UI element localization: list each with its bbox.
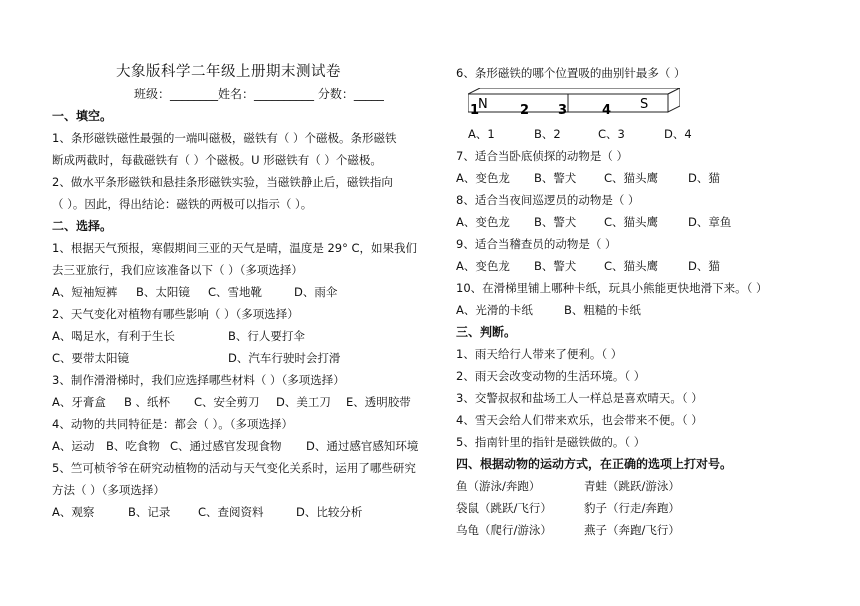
option: D、汽车行驶时会打滑 [228,351,341,365]
option: D、比较分析 [296,505,363,519]
fill-q2-line2: （ ）。因此，得出结论：磁铁的两极可以指示（ ）。 [52,197,313,211]
choice-q3-line1: 3、制作滑滑梯时，我们应选择哪些材料（ ）（多项选择） [52,373,345,387]
choice-q2-line1: 2、天气变化对植物有哪些影响（ ）（多项选择） [52,307,299,321]
option: D、通过感官感知环境 [306,439,419,453]
option: D、猫 [688,171,720,185]
choice-q5-options [52,504,362,520]
option: A、变色龙 [456,259,510,273]
choice-q8-options [456,214,731,230]
choice-q10-options [456,302,641,318]
choice-q7-line1: 7、适合当卧底侦探的动物是（ ） [456,149,628,163]
option: A、1 [468,127,495,141]
choice-q3-options [52,394,411,410]
section-fill-blank-heading: 一、填空。 [52,109,113,123]
movement-item: 袋鼠（跳跃/飞行） [456,501,552,515]
choice-q4-line1: 4、动物的共同特征是：都会（ ）。（多项选择） [52,417,293,431]
section-judge-heading: 三、判断。 [456,325,517,339]
magnet-s-pole: S [640,97,649,112]
option: C、通过感官发现食物 [170,439,282,453]
option: B、行人要打伞 [228,329,305,343]
choice-q9-line1: 9、适合当稽查员的动物是（ ） [456,237,617,251]
option: D、章鱼 [688,215,732,229]
option: B、警犬 [534,259,577,273]
option: B、2 [534,127,561,141]
option: B、警犬 [534,171,577,185]
choice-q1-line1: 1、根据天气预报，寒假期间三亚的天气是晴，温度是 29° C，如果我们 [52,241,418,255]
option: B、警犬 [534,215,577,229]
student-info-line: 班级：________姓名：__________ 分数：_____ [134,87,384,101]
option: C、3 [598,127,625,141]
judge-item-3: 3、交警叔叔和盐场工人一样总是喜欢晴天。（ ） [456,391,703,405]
choice-q1-options [52,284,337,300]
option: A、牙膏盒 [52,395,106,409]
judge-item-4: 4、雪天会给人们带来欢乐，也会带来不便。（ ） [456,413,703,427]
magnet-mark-3: 3 [558,103,568,114]
option: C、猫头鹰 [604,215,659,229]
option: C、猫头鹰 [604,259,659,273]
option: C、雪地靴 [208,285,263,299]
movement-item: 乌龟（爬行/游泳） [456,523,552,537]
choice-q9-options [456,258,720,274]
option: A、光滑的卡纸 [456,303,533,317]
option: A、变色龙 [456,171,510,185]
option: C、安全剪刀 [194,395,260,409]
fill-q1-line2: 断成两截时，每截磁铁有（ ）个磁极。U 形磁铁有（ ）个磁极。 [52,153,382,167]
option: A、变色龙 [456,215,510,229]
magnet-mark-1: 1 [470,103,480,114]
judge-item-1: 1、雨天给行人带来了便利。（ ） [456,347,623,361]
page-title: 大象版科学二年级上册期末测试卷 [116,64,341,80]
choice-q7-options [456,170,720,186]
fill-q2-line1: 2、做水平条形磁铁和悬挂条形磁铁实验，当磁铁静止后，磁铁指向 [52,175,393,189]
choice-q5-line2: 方法（ ）（多项选择） [52,483,165,497]
option: B 、纸杯 [124,395,171,409]
option: E、透明胶带 [346,395,411,409]
option: C、猫头鹰 [604,171,659,185]
option: C、要带太阳镜 [52,351,130,365]
movement-item: 燕子（奔跑/飞行） [584,523,680,537]
choice-q2-options-row2 [52,350,340,366]
movement-item: 鱼（游泳/奔跑） [456,479,541,493]
option: A、运动 [52,439,95,453]
option: A、观察 [52,505,95,519]
fill-q1-line1: 1、条形磁铁磁性最强的一端叫磁极，磁铁有（ ）个磁极。条形磁铁 [52,131,397,145]
magnet-mark-2: 2 [520,103,530,114]
option: B、粗糙的卡纸 [564,303,641,317]
choice-q8-line1: 8、适合当夜间巡逻员的动物是（ ） [456,193,640,207]
option: D、4 [664,127,692,141]
option: D、美工刀 [276,395,331,409]
choice-q4-options [52,438,418,454]
choice-q6-options [468,126,692,142]
bar-magnet-diagram [468,88,680,114]
magnet-mark-4: 4 [602,103,612,114]
option: B、记录 [128,505,171,519]
magnet-n-pole: N [478,97,488,112]
choice-q6-line1: 6、条形磁铁的哪个位置吸的曲别针最多（ ） [456,66,686,80]
choice-q5-line1: 5、竺可桢爷爷在研究动植物的活动与天气变化关系时，运用了哪些研究 [52,461,416,475]
option: B、太阳镜 [136,285,190,299]
magnet-top-face [468,88,680,94]
option: C、查阅资料 [198,505,264,519]
option: D、猫 [688,259,720,273]
option: D、雨伞 [294,285,338,299]
movement-item: 豹子（行走/奔跑） [584,501,680,515]
option: A、短袖短裤 [52,285,118,299]
choice-q10-line1: 10、在滑梯里铺上哪种卡纸，玩具小熊能更快地滑下来。（ ） [456,281,768,295]
judge-item-5: 5、指南针里的指针是磁铁做的。（ ） [456,435,646,449]
choice-q1-line2: 去三亚旅行，我们应该准备以下（ ）（多项选择） [52,263,303,277]
option: A、喝足水，有利于生长 [52,329,175,343]
option: B、吃食物 [106,439,160,453]
section-movement-heading: 四、根据动物的运动方式，在正确的选项上打对号。 [456,457,733,471]
movement-item: 青蛙（跳跃/游泳） [584,479,680,493]
section-choice-heading: 二、选择。 [52,219,113,233]
choice-q2-options-row1 [52,328,305,344]
judge-item-2: 2、雨天会改变动物的生活环境。（ ） [456,369,646,383]
